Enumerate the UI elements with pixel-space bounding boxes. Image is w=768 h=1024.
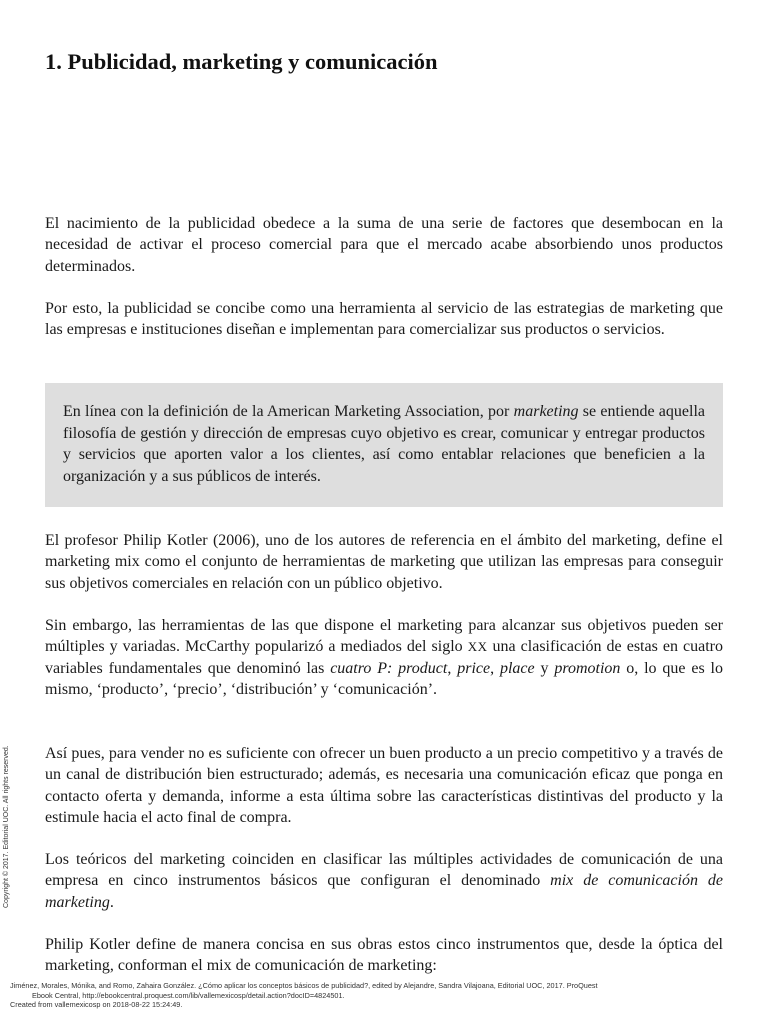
paragraph-1: El nacimiento de la publicidad obedece a la suma de una serie de factores que desembocan en la necesidad de activar el proceso comercial para que el mercado acabe absorbiendo unos productos determinados. bbox=[45, 215, 723, 275]
paragraph-5: Así pues, para vender no es suficiente con ofrecer un buen producto a un precio competitivo y a través de un canal de distribución bien estructurado; además, es necesaria una comunicación eficaz que ponga en contacto oferta y demanda, informe a esta última sobre las características distintivas del producto y la estimule hacia el acto final de compra. bbox=[45, 745, 723, 826]
footer-line-2: Ebook Central, http://ebookcentral.proquest.com/lib/vallemexicosp/detail.action?docID=4824501. bbox=[32, 990, 345, 1000]
paragraph-6: Los teóricos del marketing coinciden en clasificar las múltiples actividades de comunicación de una empresa en cinco instrumentos básicos que configuran el denominado mix de comunicación de marketing. bbox=[45, 851, 723, 911]
paragraph-7: Philip Kotler define de manera concisa en sus obras estos cinco instrumentos que, desde la óptica del marketing, conforman el mix de comunicación de marketing: bbox=[45, 936, 723, 975]
side-copyright: Copyright © 2017. Editorial UOC. All rights reserved. bbox=[3, 745, 10, 908]
definition-callout bbox=[45, 383, 723, 507]
citation-footer bbox=[10, 981, 750, 1010]
footer-line-3: Created from vallemexicosp on 2018-08-22 15:24:49. bbox=[10, 1000, 183, 1010]
callout-emphasis: marketing bbox=[513, 403, 579, 420]
paragraph-4: Sin embargo, las herramientas de las que dispone el marketing para alcanzar sus objetivos pueden ser múltiples y variadas. McCarthy popularizó a mediados del siglo XX una clasificación de estas en cuatro variables fundamentales que denominó las cuatro P: product, price, place y promotion o, lo que es lo mismo, ‘producto’, ‘precio’, ‘distribución’ y ‘comunicación’. bbox=[45, 617, 723, 698]
paragraph-3: El profesor Philip Kotler (2006), uno de los autores de referencia en el ámbito del marketing, define el marketing mix como el conjunto de herramientas de marketing que utilizan las empresas para conseguir sus objetivos comerciales en relación con un público objetivo. bbox=[45, 532, 723, 592]
footer-line-1: Jiménez, Morales, Mónika, and Romo, Zahaira González. ¿Cómo aplicar los conceptos básicos de publicidad?, edited by Alejandre, Sandra Vilajoana, Editorial UOC, 2017. ProQuest bbox=[10, 981, 598, 990]
century-numeral: XX bbox=[467, 639, 488, 655]
page-title: 1. Publicidad, marketing y comunicación bbox=[45, 49, 438, 74]
mix-emphasis: mix de comunicación de marketing bbox=[45, 872, 723, 911]
paragraph-2: Por esto, la publicidad se concibe como una herramienta al servicio de las estrategias de marketing que las empresas e instituciones diseñan e implementan para comercializar sus productos o servicios. bbox=[45, 300, 723, 339]
callout-text: En línea con la definición de la American Marketing Association, por marketing se entiende aquella filosofía de gestión y dirección de empresas cuyo objetivo es crear, comunicar y entregar productos y servicios que aporten valor a los clientes, así como entablar relaciones que beneficien a la organización y a sus públicos de interés. bbox=[63, 403, 706, 485]
